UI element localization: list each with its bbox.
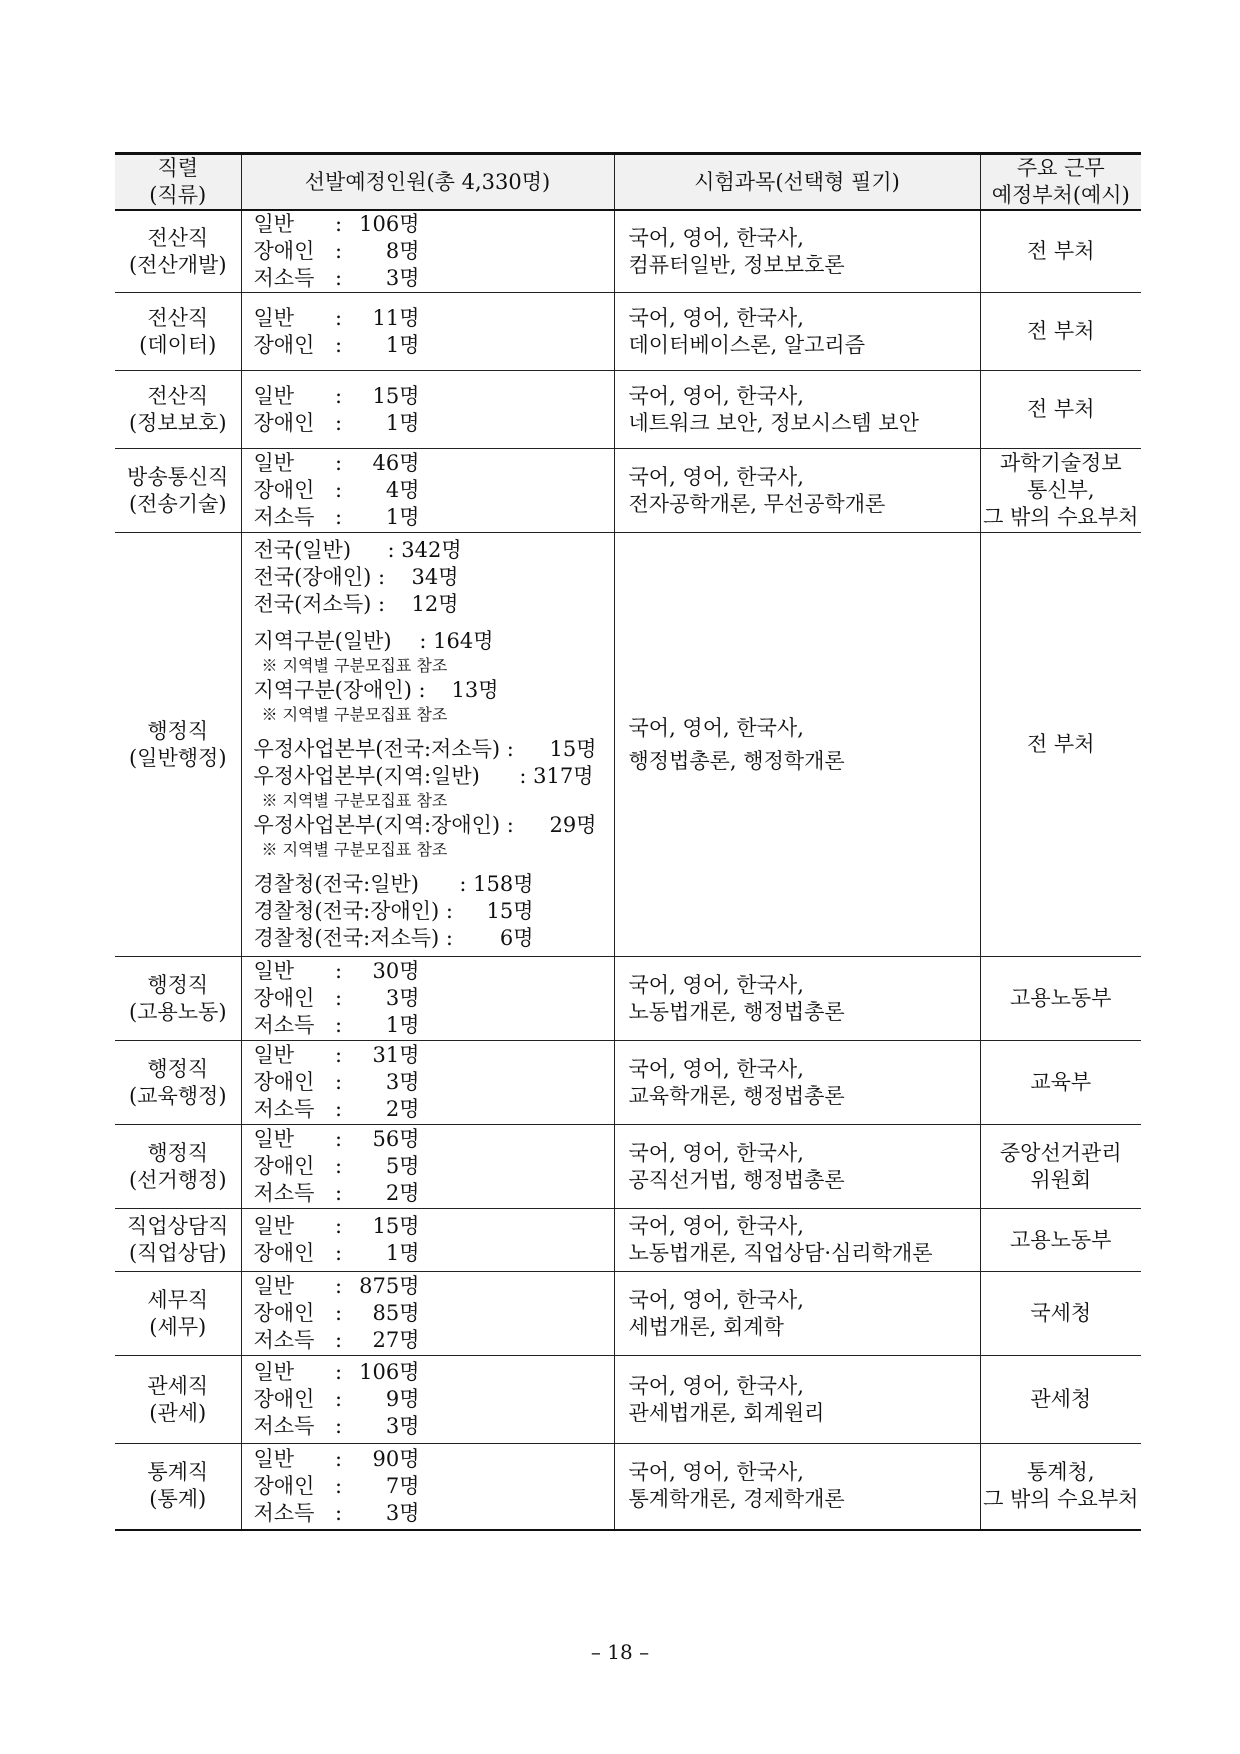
dept-cell: 전 부처 <box>980 210 1141 293</box>
recruit-line: 저소득 : 3명 <box>253 1414 420 1438</box>
recruit-line: 장애인 : 8명 <box>253 239 420 263</box>
note-line: ※ 지역별 구분모집표 참조 <box>261 791 448 810</box>
recruit-line: 장애인 : 3명 <box>253 986 420 1010</box>
recruit-line: 일반 : 15명 <box>253 1214 420 1238</box>
header-subjects: 시험과목(선택형 필기) <box>614 154 980 211</box>
category-cell: 관세직 (관세) <box>115 1356 241 1444</box>
recruit-line: 장애인 : 5명 <box>253 1154 420 1178</box>
dept-cell: 통계청, 그 밖의 수요부처 <box>980 1444 1141 1530</box>
table-row <box>115 533 1141 957</box>
dept-cell: 교육부 <box>980 1041 1141 1125</box>
recruit-line: 일반 : 90명 <box>253 1446 420 1471</box>
recruit-cell <box>241 449 614 533</box>
table-row <box>115 1041 1141 1125</box>
recruit-line: 우정사업본부(지역:일반) : 317명 <box>253 764 594 788</box>
category-cell: 통계직 (통계) <box>115 1444 241 1530</box>
subjects-cell: 국어, 영어, 한국사, 노동법개론, 행정법총론 <box>614 957 980 1041</box>
recruit-cell <box>241 1125 614 1209</box>
subjects-cell: 국어, 영어, 한국사, 통계학개론, 경제학개론 <box>614 1444 980 1530</box>
dept-cell: 중앙선거관리 위원회 <box>980 1125 1141 1209</box>
header-category: 직렬 (직류) <box>115 154 241 211</box>
recruit-line: 장애인 : 85명 <box>253 1301 420 1325</box>
table-row <box>115 210 1141 293</box>
page-number: – 18 – <box>590 1640 650 1664</box>
recruit-line: 일반 : 56명 <box>253 1127 420 1151</box>
recruit-line: 장애인 : 7명 <box>253 1473 420 1498</box>
subjects-cell: 국어, 영어, 한국사, 데이터베이스론, 알고리즘 <box>614 293 980 371</box>
recruit-line: 우정사업본부(전국:저소득) : 15명 <box>253 737 597 761</box>
recruit-cell <box>241 371 614 449</box>
recruit-line: 전국(저소득) : 12명 <box>253 592 459 616</box>
recruit-line: 저소득 : 3명 <box>253 266 420 290</box>
recruit-line: 장애인 : 1명 <box>253 410 420 435</box>
recruit-line: 일반 : 31명 <box>253 1043 420 1067</box>
recruit-line: 일반 : 106명 <box>253 212 420 236</box>
table-row <box>115 293 1141 371</box>
recruit-line: 일반 : 15명 <box>253 383 420 408</box>
subjects-cell: 국어, 영어, 한국사, 행정법총론, 행정학개론 <box>614 533 980 957</box>
category-cell: 전산직 (데이터) <box>115 293 241 371</box>
recruit-cell <box>241 1444 614 1530</box>
subjects-cell: 국어, 영어, 한국사, 공직선거법, 행정법총론 <box>614 1125 980 1209</box>
subjects-cell: 국어, 영어, 한국사, 네트워크 보안, 정보시스템 보안 <box>614 371 980 449</box>
table-row <box>115 371 1141 449</box>
dept-cell: 관세청 <box>980 1356 1141 1444</box>
recruit-line: 경찰청(전국:장애인) : 15명 <box>253 899 534 923</box>
recruit-line: 경찰청(전국:저소득) : 6명 <box>253 926 534 950</box>
recruit-cell <box>241 1356 614 1444</box>
recruit-line: 저소득 : 27명 <box>253 1328 420 1352</box>
recruit-line: 지역구분(장애인) : 13명 <box>253 678 499 702</box>
subjects-cell: 국어, 영어, 한국사, 전자공학개론, 무선공학개론 <box>614 449 980 533</box>
recruit-cell <box>241 1209 614 1272</box>
dept-cell: 국세청 <box>980 1272 1141 1356</box>
subjects-cell: 국어, 영어, 한국사, 교육학개론, 행정법총론 <box>614 1041 980 1125</box>
dept-cell: 전 부처 <box>980 533 1141 957</box>
recruit-cell <box>241 1041 614 1125</box>
recruit-line: 일반 : 11명 <box>253 305 420 330</box>
recruit-line: 저소득 : 1명 <box>253 1013 420 1037</box>
recruit-cell <box>241 957 614 1041</box>
recruit-line: 저소득 : 3명 <box>253 1500 420 1525</box>
note-line: ※ 지역별 구분모집표 참조 <box>261 705 448 724</box>
subjects-cell: 국어, 영어, 한국사, 노동법개론, 직업상담·심리학개론 <box>614 1209 980 1272</box>
dept-cell: 과학기술정보 통신부, 그 밖의 수요부처 <box>980 449 1141 533</box>
category-cell: 전산직 (정보보호) <box>115 371 241 449</box>
header-recruit: 선발예정인원(총 4,330명) <box>241 154 614 211</box>
subjects-cell: 국어, 영어, 한국사, 컴퓨터일반, 정보보호론 <box>614 210 980 293</box>
recruit-cell <box>241 293 614 371</box>
recruit-line: 장애인 : 4명 <box>253 478 420 502</box>
recruit-line: 장애인 : 1명 <box>253 332 420 357</box>
table-row <box>115 1125 1141 1209</box>
category-cell: 전산직 (전산개발) <box>115 210 241 293</box>
category-cell: 방송통신직 (전송기술) <box>115 449 241 533</box>
dept-cell: 고용노동부 <box>980 1209 1141 1272</box>
note-line: ※ 지역별 구분모집표 참조 <box>261 840 448 859</box>
recruit-line: 전국(장애인) : 34명 <box>253 565 459 589</box>
note-line: ※ 지역별 구분모집표 참조 <box>261 656 448 675</box>
subjects-cell: 국어, 영어, 한국사, 세법개론, 회계학 <box>614 1272 980 1356</box>
recruit-line: 우정사업본부(지역:장애인) : 29명 <box>253 813 597 837</box>
category-cell: 세무직 (세무) <box>115 1272 241 1356</box>
recruit-line: 저소득 : 2명 <box>253 1181 420 1205</box>
dept-cell: 전 부처 <box>980 293 1141 371</box>
recruit-line: 경찰청(전국:일반) : 158명 <box>253 872 534 896</box>
recruit-line: 장애인 : 9명 <box>253 1387 420 1411</box>
category-cell: 직업상담직 (직업상담) <box>115 1209 241 1272</box>
recruit-cell <box>241 1272 614 1356</box>
category-cell: 행정직 (선거행정) <box>115 1125 241 1209</box>
category-cell: 행정직 (고용노동) <box>115 957 241 1041</box>
category-cell: 행정직 (교육행정) <box>115 1041 241 1125</box>
category-cell: 행정직 (일반행정) <box>115 533 241 957</box>
recruitment-table <box>115 152 1141 1531</box>
table-row <box>115 1272 1141 1356</box>
recruit-cell <box>241 210 614 293</box>
recruit-line: 장애인 : 3명 <box>253 1070 420 1094</box>
table-row <box>115 1209 1141 1272</box>
subjects-cell: 국어, 영어, 한국사, 관세법개론, 회계원리 <box>614 1356 980 1444</box>
table-row <box>115 1356 1141 1444</box>
dept-cell: 전 부처 <box>980 371 1141 449</box>
recruit-line: 일반 : 875명 <box>253 1274 420 1298</box>
recruit-line: 일반 : 106명 <box>253 1360 420 1384</box>
recruit-line: 장애인 : 1명 <box>253 1241 420 1265</box>
recruit-cell <box>241 533 614 957</box>
dept-cell: 고용노동부 <box>980 957 1141 1041</box>
table-header-row <box>115 154 1141 211</box>
table-row <box>115 449 1141 533</box>
recruit-line: 저소득 : 1명 <box>253 505 420 529</box>
recruit-line: 지역구분(일반) : 164명 <box>253 629 494 653</box>
recruit-line: 일반 : 30명 <box>253 959 420 983</box>
recruit-line: 저소득 : 2명 <box>253 1097 420 1121</box>
recruit-line: 일반 : 46명 <box>253 451 420 475</box>
table-row <box>115 1444 1141 1530</box>
recruit-line: 전국(일반) : 342명 <box>253 538 462 562</box>
header-dept: 주요 근무 예정부처(예시) <box>980 154 1141 211</box>
table-row <box>115 957 1141 1041</box>
